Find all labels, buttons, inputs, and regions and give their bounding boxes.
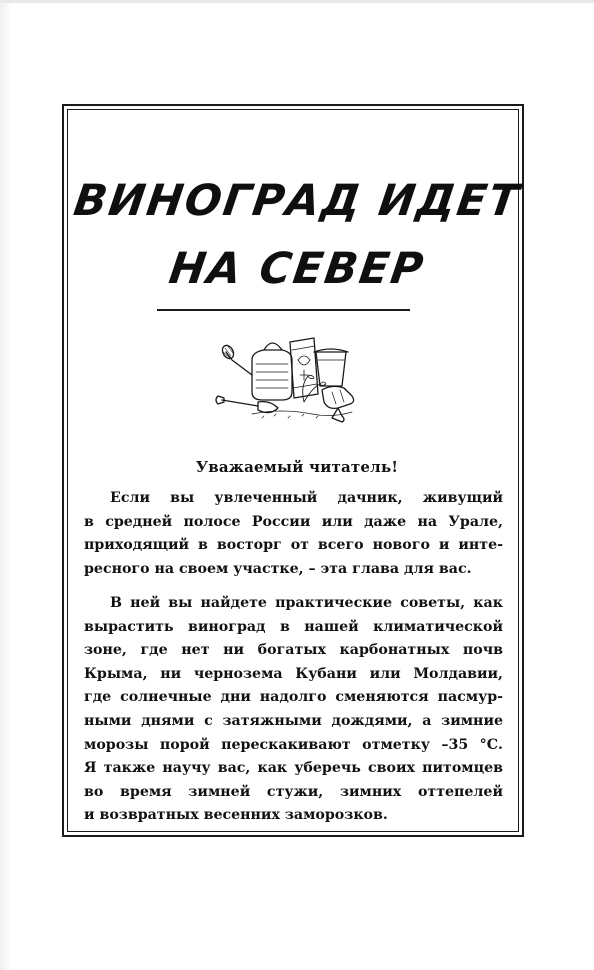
chapter-title-line-2: НА СЕВЕР	[166, 244, 429, 294]
page-edge-shadow	[0, 0, 12, 970]
paragraph-2-line: зоне, где нет ни богатых карбонатных почв	[84, 642, 503, 659]
paragraph-2-line: где солнечные дни надолго сменяются пасмур-	[84, 689, 503, 706]
paragraph-1-line: Если вы увлеченный дачник, живущий	[110, 490, 503, 506]
chapter-title-line-1: ВИНОГРАД ИДЕТ	[70, 176, 524, 226]
paragraph-2-line: во время зимней стужи, зимних оттепелей	[84, 783, 503, 800]
paragraph-1-line: ресного на своем участке, – эта глава для вас.	[84, 560, 472, 577]
paragraph-2-line: В ней вы найдете практические советы, как	[110, 595, 503, 611]
greeting-heading: Уважаемый читатель!	[195, 458, 399, 476]
paragraph-2	[84, 592, 503, 828]
title-underline	[157, 309, 410, 311]
paragraph-2-line: и возвратных весенних заморозков.	[84, 807, 388, 824]
paragraph-2-line: ными днями с затяжными дождями, а зимние	[84, 712, 503, 729]
paragraph-2-line: морозы порой перескакивают отметку –35 °С.	[84, 736, 503, 753]
paragraph-1-line: приходящий в восторг от всего нового и инте-	[84, 537, 503, 554]
paragraph-2-line: Крыма, ни чернозема Кубани или Молдавии,	[84, 665, 503, 682]
paragraph-1	[84, 487, 503, 581]
paragraph-1-line: в средней полосе России или даже на Урале,	[84, 513, 503, 530]
garden-tools-illustration-icon	[212, 330, 372, 425]
paragraph-2-line: вырастить виноград в нашей климатической	[84, 618, 503, 635]
page-top-edge	[0, 0, 594, 3]
paragraph-2-line: Я также научу вас, как уберечь своих питомцев	[84, 760, 503, 777]
